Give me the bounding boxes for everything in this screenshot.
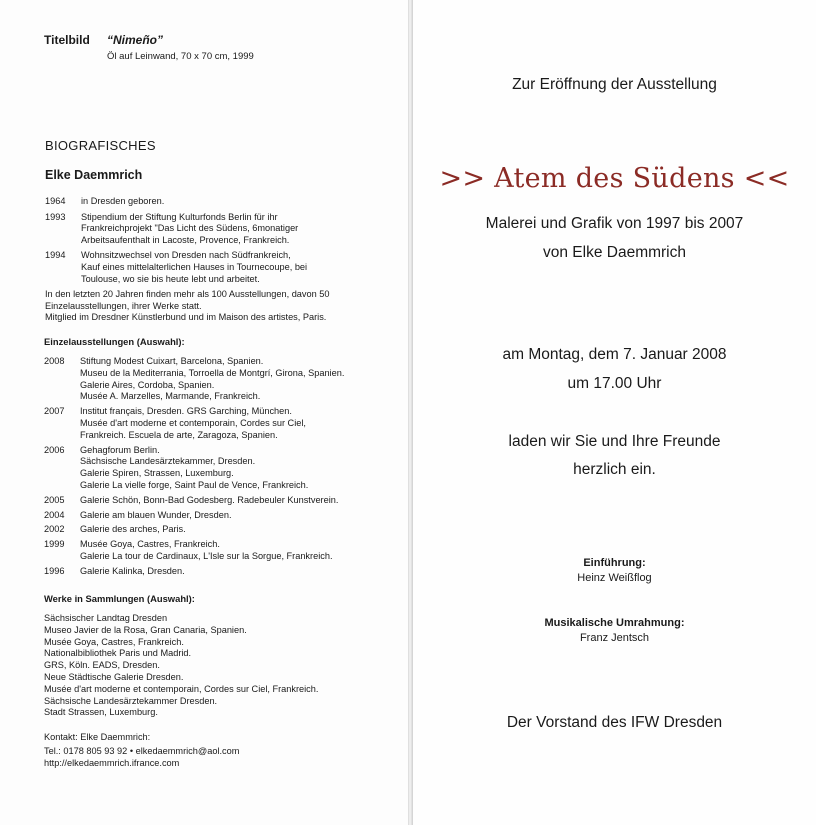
exhibitions-list [44, 356, 394, 581]
invitation-text: herzlich ein. [573, 461, 656, 478]
bio-text: in Dresden geboren. [81, 196, 165, 206]
exhibitions-heading: Einzelausstellungen (Auswahl): [44, 336, 185, 347]
exhibition-year: 1999 [44, 539, 65, 550]
contact-label: Kontakt: Elke Daemmrich: [44, 732, 151, 742]
event-date: am Montag, dem 7. Januar 2008 [502, 346, 727, 363]
cover-details: Öl auf Leinwand, 70 x 70 cm, 1999 [107, 51, 254, 62]
exhibition-text: Galerie des arches, Paris. [80, 524, 186, 535]
bio-heading: BIOGRAFISCHES [45, 138, 156, 153]
introduction-label: Einführung: [583, 557, 646, 569]
exhibition-year: 2004 [44, 509, 65, 520]
introduction-name: Heinz Weißflog [577, 572, 652, 584]
bio-entry [45, 212, 385, 247]
music-name: Franz Jentsch [579, 632, 650, 644]
exhibition-entry [44, 524, 394, 536]
exhibition-text: Galerie am blauen Wunder, Dresden. [80, 509, 232, 520]
exhibition-entry [44, 495, 394, 507]
collections-list [44, 613, 394, 719]
exhibition-entry [44, 539, 394, 563]
bio-note-line: Einzelausstellungen, ihrer Werke statt. [45, 300, 202, 311]
exhibition-text: Sächsische Landesärztekammer, Dresden. [80, 456, 256, 467]
bio-text: Kauf eines mittelalterlichen Hauses in Tournecoupe, bei [81, 261, 308, 272]
exhibition-entry [44, 406, 394, 441]
bio-entry [45, 250, 385, 285]
collection-item: Sächsische Landesärztekammer Dresden. [44, 695, 218, 706]
exhibition-text: Galerie La vielle forge, Saint Paul de Vence, Frankreich. [80, 479, 309, 490]
exhibition-text: Musée Goya, Castres, Frankreich. [80, 539, 220, 550]
right-panel [413, 0, 816, 825]
exhibition-year: 2008 [44, 356, 65, 366]
bio-note-line: Mitglied im Dresdner Künstlerbund und im Maison des artistes, Paris. [45, 312, 327, 323]
collections-heading: Werke in Sammlungen (Auswahl): [44, 593, 195, 604]
exhibition-text: Galerie Spiren, Strassen, Luxemburg. [80, 468, 234, 479]
bio-list [45, 196, 385, 328]
bio-text: Frankreichprojekt "Das Licht des Südens, 6monatiger [81, 223, 299, 234]
exhibition-year: 1996 [44, 565, 65, 576]
bio-year: 1993 [45, 211, 66, 222]
exhibition-title: >> Atem des Südens << [439, 163, 790, 194]
collection-item: Museo Javier de la Rosa, Gran Canaria, Spanien. [44, 624, 247, 635]
exhibition-subtitle: Malerei und Grafik von 1997 bis 2007 [485, 215, 744, 232]
exhibition-entry [44, 356, 394, 403]
cover-label: Titelbild [44, 33, 90, 47]
bio-text: Toulouse, wo sie bis heute lebt und arbeitet. [81, 273, 260, 284]
exhibition-text: Frankreich. Escuela de arte, Zaragoza, Spanien. [80, 429, 278, 440]
collection-item: Musée d'art moderne et contemporain, Cordes sur Ciel, Frankreich. [44, 683, 319, 694]
collection-item: Neue Städtische Galerie Dresden. [44, 671, 184, 682]
contact-phone-email: Tel.: 0178 805 93 92 • elkedaemmrich@aol.com [44, 746, 240, 756]
bio-text: Wohnsitzwechsel von Dresden nach Südfrankreich, [81, 250, 291, 261]
exhibition-text: Museu de la Mediterrania, Torroella de Montgrí, Girona, Spanien. [80, 367, 345, 378]
bio-text: Stipendium der Stiftung Kulturfonds Berlin für ihr [81, 211, 278, 222]
invitation-text: laden wir Sie und Ihre Freunde [508, 433, 721, 450]
exhibition-text: Galerie La tour de Cardinaux, L'Isle sur la Sorgue, Frankreich. [80, 550, 333, 561]
collection-item: GRS, Köln. EADS, Dresden. [44, 660, 160, 671]
exhibition-year: 2005 [44, 494, 65, 505]
board-signature: Der Vorstand des IFW Dresden [506, 714, 723, 731]
event-time: um 17.00 Uhr [567, 375, 662, 392]
bio-entry [45, 196, 385, 208]
collection-item: Nationalbibliothek Paris und Madrid. [44, 648, 192, 659]
bio-year: 1964 [45, 196, 66, 206]
exhibition-artist: von Elke Daemmrich [543, 244, 686, 261]
exhibition-text: Musée d'art moderne et contemporain, Cordes sur Ciel, [80, 417, 306, 428]
collection-item: Sächsischer Landtag Dresden [44, 613, 168, 623]
exhibition-text: Stiftung Modest Cuixart, Barcelona, Spanien. [80, 356, 264, 366]
bio-note [45, 289, 385, 324]
music-label: Musikalische Umrahmung: [544, 617, 685, 629]
exhibition-year: 2007 [44, 406, 65, 417]
occasion-line: Zur Eröffnung der Ausstellung [512, 76, 717, 93]
collection-item: Musée Goya, Castres, Frankreich. [44, 636, 184, 647]
exhibition-text: Gehagforum Berlin. [80, 444, 160, 455]
bio-note-line: In den letzten 20 Jahren finden mehr als 100 Ausstellungen, davon 50 [45, 289, 330, 300]
exhibition-text: Musée A. Marzelles, Marmande, Frankreich. [80, 391, 261, 402]
exhibition-text: Institut français, Dresden. GRS Garching, München. [80, 406, 292, 417]
exhibition-entry [44, 510, 394, 522]
collection-item: Stadt Strassen, Luxemburg. [44, 707, 158, 718]
cover-title: “Nimeño” [107, 33, 164, 47]
artist-name: Elke Daemmrich [45, 168, 143, 182]
bio-text: Arbeitsaufenthalt in Lacoste, Provence, Frankreich. [81, 234, 290, 245]
exhibition-text: Galerie Schön, Bonn-Bad Godesberg. Radebeuler Kunstverein. [80, 494, 339, 505]
exhibition-year: 2006 [44, 444, 65, 455]
exhibition-entry [44, 566, 394, 578]
contact-website: http://elkedaemmrich.ifrance.com [44, 758, 180, 768]
exhibition-text: Galerie Aires, Cordoba, Spanien. [80, 379, 215, 390]
exhibition-year: 2002 [44, 524, 65, 535]
exhibition-text: Galerie Kalinka, Dresden. [80, 565, 185, 576]
bio-year: 1994 [45, 250, 66, 261]
exhibition-entry [44, 445, 394, 492]
